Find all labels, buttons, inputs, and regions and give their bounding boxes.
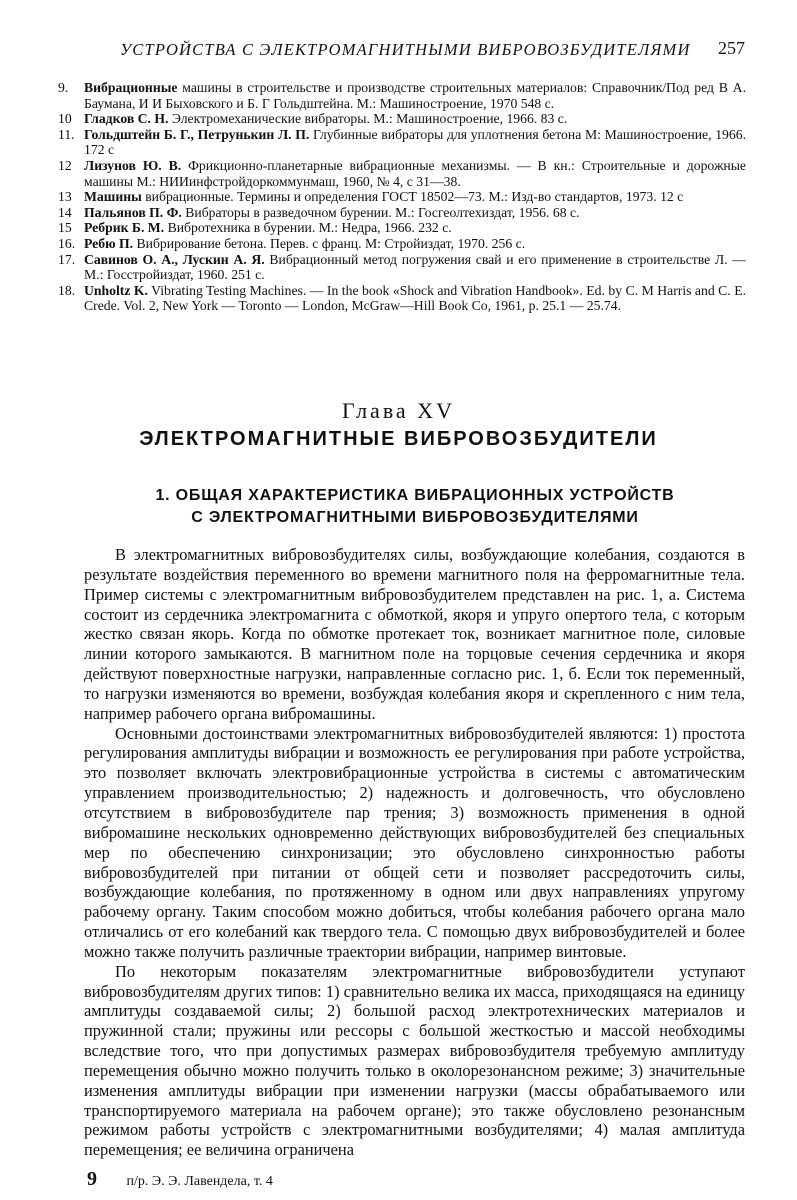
reference-text <box>84 283 746 314</box>
section-title <box>85 485 745 529</box>
reference-number: 10 <box>58 111 72 127</box>
reference-author: Савинов О. А., Лускин А. Я. <box>84 251 265 267</box>
body-text <box>84 545 745 1160</box>
reference-author: Гладков С. Н. <box>84 111 169 127</box>
reference-body: Вибраторы в разведочном бурении. М.: Госгеолтехиздат, 1956. 68 с. <box>181 204 580 220</box>
section-title-line-1: 1. ОБЩАЯ ХАРАКТЕРИСТИКА ВИБРАЦИОННЫХ УСТРОЙСТВ <box>155 487 675 504</box>
reference-author: Unholtz K. <box>84 282 148 298</box>
paragraph: Основными достоинствами электромагнитных вибровозбудителей являются: 1) простота регулирования амплитуды вибрации и возможность ее регулирования при работе устройства, это позволяет включать электровибрационные устройства в системы с автоматическим управлением производительностью; 2) надежность и долговечность, что обусловлено отсутствием в вибровозбудителе пар трения; 3) возможность применения в одной вибромашине нескольких одновременно действующих вибровозбудителей без специальных мер по обеспечению синхронизации; это обусловлено синхронностью работы вибровозбудителей при питании от общей сети и позволяет рассредоточить силы, возбуждающие колебания, по протяженному в одном или двух направлениях упругому рабочему органу. Таким способом можно добиться, чтобы колебания рабочего органа мало отличались от его колебаний как твердого тела. С помощью двух вибровозбудителей и более можно также получить различные траектории вибрации, например винтовые. <box>84 723 745 961</box>
reference-body: машины в строительстве и производстве строительных материалов: Справочник/Под ред В А. Баумана, И И Быховского и Б. Г Гольдштейна. М.: Машиностроение, 1970 548 с. <box>84 80 746 111</box>
reference-number: 9. <box>58 80 69 95</box>
reference-item <box>58 252 746 283</box>
reference-author: Вибрационные <box>84 80 178 95</box>
footer <box>87 1168 487 1191</box>
reference-list <box>58 80 746 314</box>
reference-item <box>58 127 746 158</box>
reference-item <box>58 236 746 252</box>
chapter-label: Глава XV <box>342 398 455 423</box>
reference-text <box>84 189 746 205</box>
reference-author: Гольдштейн Б. Г., Петрунькин Л. П. <box>84 126 310 142</box>
reference-author: Ребю П. <box>84 235 134 251</box>
reference-text <box>84 205 746 221</box>
reference-item <box>58 111 746 127</box>
reference-author: Лизунов Ю. В. <box>84 157 182 173</box>
reference-item <box>58 80 746 111</box>
paragraph: По некоторым показателям электромагнитные вибровозбудители уступают вибровозбудителям других типов: 1) сравнительно велика их масса, приходящаяся на единицу амплитуды создаваемой силы; 2) большой расход электротехнических материалов и пружинной стали; пружины или рессоры с большой жесткостью и массой необходимы вследствие того, что при допустимых размерах вибровозбудителя требуемую амплитуду перемещения обычно можно получить только в околорезонансном режиме; 3) значительные изменения амплитуды вибрации при изменении нагрузки (массы обрабатываемого или транспортируемого материала на рабочем органе); это также обусловлено резонансным режимом работы устройств с электромагнитными возбудителями; 4) малая амплитуда перемещения; ее величина ограничена <box>84 961 745 1160</box>
running-title: УСТРОЙСТВА С ЭЛЕКТРОМАГНИТНЫМИ ВИБРОВОЗБУДИТЕЛЯМИ <box>120 40 691 59</box>
reference-body: Глубинные вибраторы для уплотнения бетона М: Машиностроение, 1966. 172 с <box>84 126 746 158</box>
signature-text: п/р. Э. Э. Лавендела, т. 4 <box>126 1174 273 1189</box>
reference-body: Вибротехника в бурении. М.: Недра, 1966. 232 с. <box>164 220 452 236</box>
reference-text <box>84 252 746 283</box>
reference-number: 14 <box>58 204 72 220</box>
reference-number: 11. <box>58 126 75 142</box>
reference-text <box>84 111 746 127</box>
reference-item <box>58 205 746 221</box>
reference-body: вибрационные. Термины и определения ГОСТ 18502—73. М.: Изд-во стандартов, 1973. 12 с <box>141 189 684 205</box>
reference-number: 12 <box>58 157 72 173</box>
reference-number: 18. <box>58 282 76 298</box>
reference-body: Фрикционно-планетарные вибрационные механизмы. — В кн.: Строительные и дорожные машины М.: НИИинфстройдоркоммунмаш, 1960, № 4, с 31—38. <box>84 157 746 189</box>
reference-body: Вибрирование бетона. Перев. с франц. М: Стройиздат, 1970. 256 с. <box>133 235 526 251</box>
running-header <box>85 38 745 62</box>
reference-item <box>58 189 746 205</box>
reference-body: Vibrating Testing Machines. — In the book «Shock and Vibration Handbook». Ed. by C. M Harris and C. E. Crede. Vol. 2, New York — Toronto — London, McGraw—Hill Book Co, 1961, p. 25.1 — 25.74. <box>84 282 746 314</box>
paragraph: В электромагнитных вибровозбудителях силы, возбуждающие колебания, создаются в результате воздействия переменного во времени магнитного поля на ферромагнитные тела. Пример системы с электромагнитным вибровозбудителем представлен на рис. 1, а. Система состоит из сердечника электромагнита с обмоткой, якоря и упруго опертого тела, с которым жестко связан якорь. Когда по обмотке протекает ток, возникает магнитное поле, силовые линии которого замыкаются. В магнитном поле на торцовые сечения сердечника и якоря действуют поверхностные нагрузки, направленные согласно рис. 1, б. Если ток переменный, то нагрузки изменяются во времени, возбуждая колебания якоря и скрепленного с ним тела, например рабочего органа вибромашины. <box>84 545 745 723</box>
reference-item <box>58 283 746 314</box>
reference-text <box>84 80 746 111</box>
reference-item <box>58 158 746 189</box>
reference-number: 13 <box>58 189 72 205</box>
reference-text <box>84 236 746 252</box>
reference-body: Электромеханические вибраторы. М.: Машиностроение, 1966. 83 с. <box>168 111 568 127</box>
section-title-line-2: С ЭЛЕКТРОМАГНИТНЫМИ ВИБРОВОЗБУДИТЕЛЯМИ <box>191 509 639 526</box>
chapter-title: ЭЛЕКТРОМАГНИТНЫЕ ВИБРОВОЗБУДИТЕЛИ <box>139 428 658 450</box>
reference-text <box>84 220 746 236</box>
reference-body: Вибрационный метод погружения свай и его применение в строительстве Л. — М.: Госстройиздат, 1960. 251 с. <box>84 251 746 283</box>
reference-number: 15 <box>58 220 72 236</box>
page-number: 257 <box>718 38 745 58</box>
reference-author: Пальянов П. Ф. <box>84 204 182 220</box>
reference-number: 16. <box>58 235 76 251</box>
reference-author: Машины <box>84 189 142 205</box>
reference-number: 17. <box>58 251 76 267</box>
reference-text <box>84 158 746 189</box>
reference-text <box>84 127 746 158</box>
reference-author: Ребрик Б. М. <box>84 220 165 236</box>
reference-item <box>58 220 746 236</box>
signature-number: 9 <box>87 1168 97 1190</box>
